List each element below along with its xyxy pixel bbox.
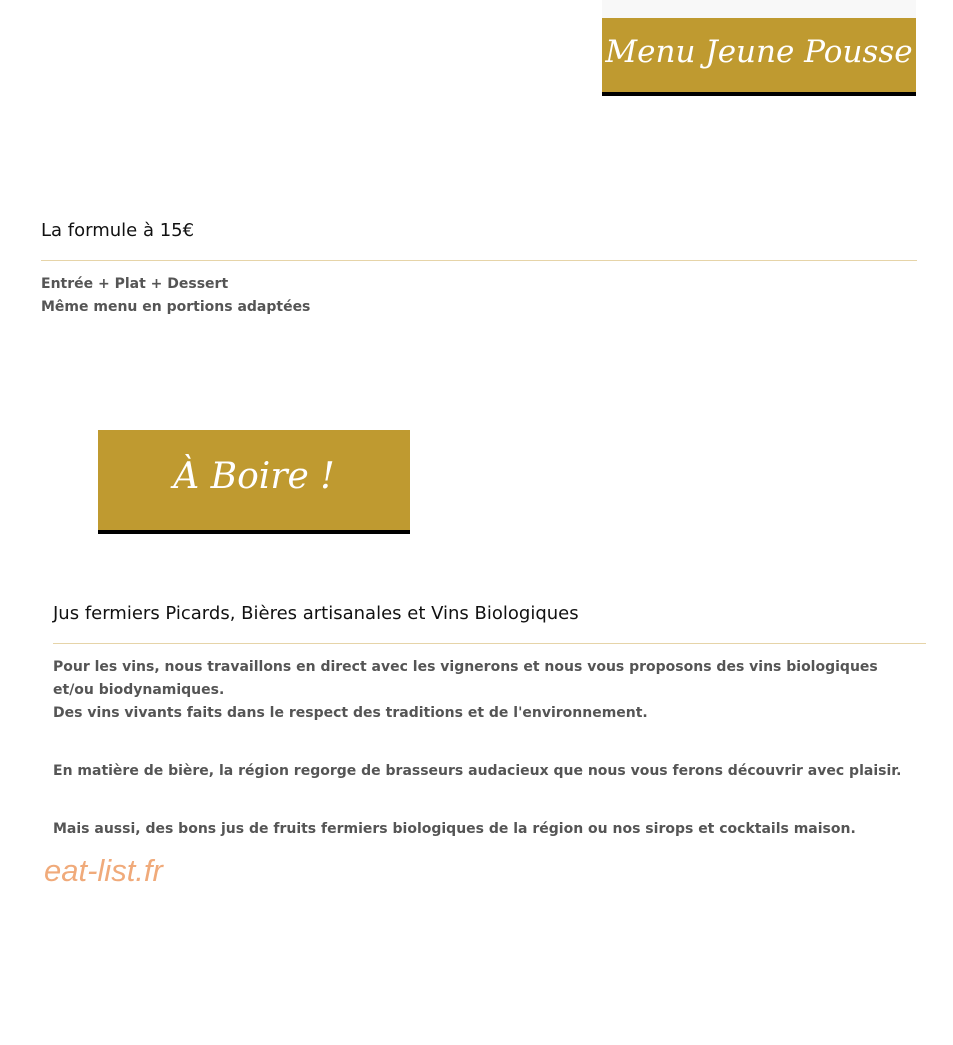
drinks-paragraph: Pour les vins, nous travaillons en direct avec les vignerons et nous vous proposons des vins biologiques et/ou biodynamiques. bbox=[53, 659, 878, 698]
menu-jeune-pousse-banner bbox=[602, 18, 916, 96]
divider bbox=[41, 260, 917, 261]
drinks-title: Jus fermiers Picards, Bières artisanales et Vins Biologiques bbox=[53, 603, 579, 624]
banner-top-strip bbox=[602, 0, 916, 18]
menu-jeune-pousse-label: Menu Jeune Pousse bbox=[605, 34, 913, 70]
formule-line: Même menu en portions adaptées bbox=[41, 299, 311, 315]
divider bbox=[53, 643, 926, 644]
watermark: eat-list.fr bbox=[44, 853, 163, 888]
formule-title: La formule à 15€ bbox=[41, 220, 195, 241]
a-boire-label: À Boire ! bbox=[173, 455, 335, 497]
formule-line: Entrée + Plat + Dessert bbox=[41, 276, 229, 292]
a-boire-banner bbox=[98, 430, 410, 534]
drinks-paragraph: Des vins vivants faits dans le respect des traditions et de l'environnement. bbox=[53, 705, 648, 721]
drinks-paragraph: En matière de bière, la région regorge de brasseurs audacieux que nous vous ferons découvrir avec plaisir. bbox=[53, 763, 902, 779]
drinks-paragraph: Mais aussi, des bons jus de fruits fermiers biologiques de la région ou nos sirops et cocktails maison. bbox=[53, 821, 856, 837]
